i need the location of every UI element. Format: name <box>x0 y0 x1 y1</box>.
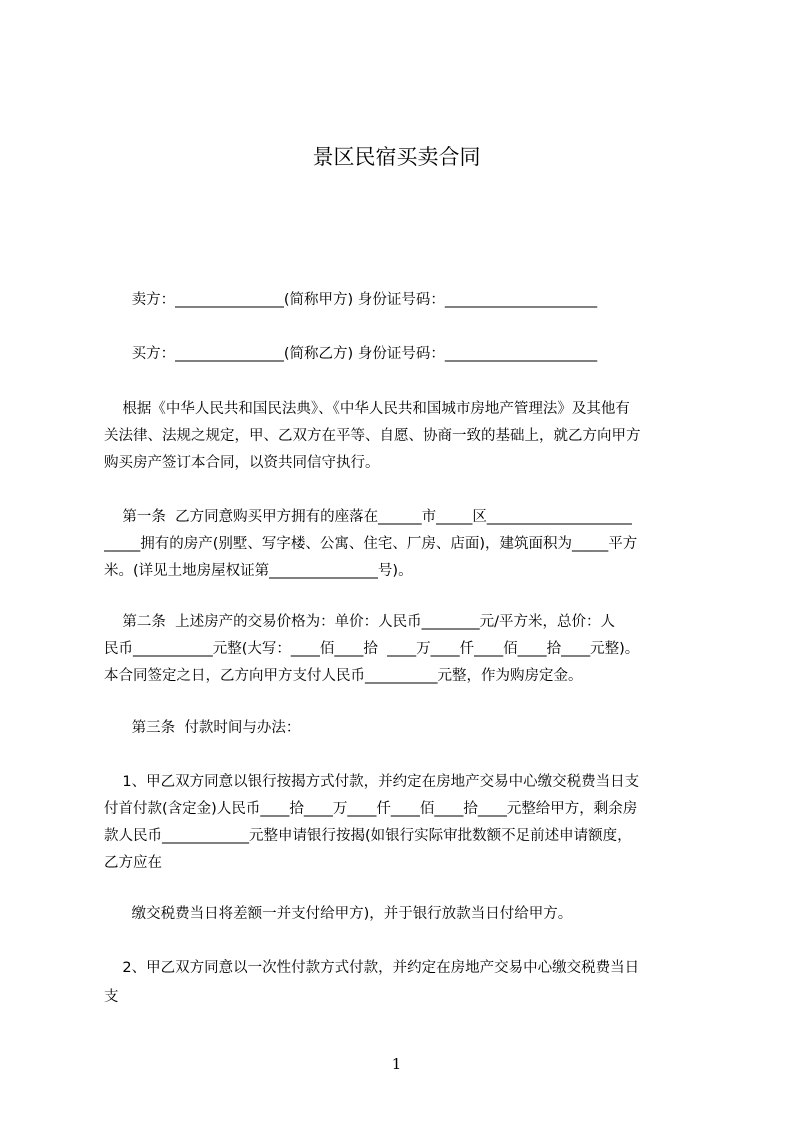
article-2-line-2: 民币___________元整(大写：____佰____拾 ____万____仟____佰____拾____元整)。 <box>104 641 640 657</box>
page-number: 1 <box>391 1055 402 1073</box>
preamble-line-2: 关法律、法规之规定，甲、乙双方在平等、自愿、协商一致的基础上，就乙方向甲方 <box>104 428 641 444</box>
clause-1-line-3: 款人民币____________元整申请银行按揭(如银行实际审批数额不足前述申请额度， <box>104 828 632 844</box>
preamble-line-3: 购买房产签订本合同，以资共同信守执行。 <box>104 455 380 471</box>
clause-2-line-1: 2、甲乙双方同意以一次性付款方式付款，并约定在房地产交易中心缴交税费当日 <box>104 960 640 976</box>
article-2-line-3: 本合同签定之日，乙方向甲方支付人民币__________元整，作为购房定金。 <box>104 668 583 684</box>
preamble-line-1: 根据《中华人民共和国民法典》、《中华人民共和国城市房地产管理法》及其他有 <box>104 401 630 417</box>
clause-2-line-2: 支 <box>104 989 119 1005</box>
clause-1-line-4: 乙方应在 <box>104 855 162 871</box>
article-1-line-1: 第一条 乙方同意购买甲方拥有的座落在______市_____区____________________ <box>104 509 632 525</box>
clause-1-line-2: 付首付款(含定金)人民币____拾____万____仟____佰____拾____元整给甲方，剩余房 <box>104 801 638 817</box>
document-title: 景区民宿买卖合同 <box>312 145 481 169</box>
clause-1-line-5: 缴交税费当日将差额一并支付给甲方)，并于银行放款当日付给甲方。 <box>104 906 573 922</box>
article-1-line-3: 米。(详见土地房屋权证第_______________号)。 <box>104 563 413 579</box>
buyer-line: 买方：_______________(简称乙方) 身份证号码：_____________________ <box>104 346 598 362</box>
article-2-line-1: 第二条 上述房产的交易价格为：单价：人民币________元/平方米，总价：人 <box>104 614 616 630</box>
article-3-heading: 第三条 付款时间与办法： <box>104 720 301 736</box>
seller-line: 卖方：_______________(简称甲方) 身份证号码：_____________________ <box>104 292 598 308</box>
clause-1-line-1: 1、甲乙双方同意以银行按揭方式付款，并约定在房地产交易中心缴交税费当日支 <box>104 774 640 790</box>
article-1-line-2: _____拥有的房产(别墅、写字楼、公寓、住宅、厂房、店面)，建筑面积为_____平方 <box>104 536 638 552</box>
